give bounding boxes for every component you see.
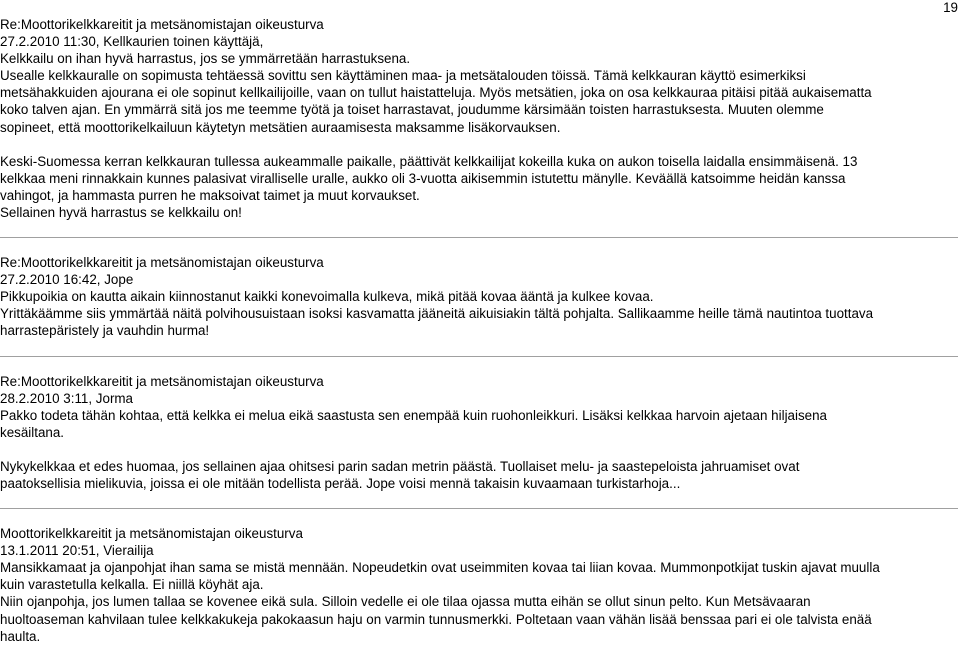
text-line: kesäiltana. (0, 424, 65, 440)
forum-post (0, 0, 958, 221)
text-line: Sellainen hyvä harrastus se kelkkailu on! (0, 204, 242, 220)
text-line: kuin varastetulla kelkalla. Ei niillä köyhät aja. (0, 577, 264, 593)
text-line: Nykykelkkaa et edes huomaa, jos sellainen ajaa ohitsesi parin sadan metrin päästä. Tuollaiset melu- ja saastepeloista jahruamiset ovat (0, 458, 800, 474)
post-meta: 13.1.2011 20:51, Vierailija (0, 543, 154, 559)
text-line: vahingot, ja hammasta purren he maksoivat taimet ja muut korvaukset. (0, 187, 420, 203)
forum-post (0, 238, 958, 339)
post-paragraph (0, 458, 958, 492)
text-line: kelkkaa meni rinnakkain kunnes palasivat viralliselle uralle, aukko oli 3-vuotta aikisemmin istutettu mänylle. Keväällä katsoimme heidän kanssa (0, 170, 846, 186)
text-line: Yrittäkäämme siis ymmärtää näitä polvihousuistaan isoksi kasvamatta jääneitä aikuisiakin tältä pohjalta. Sallikaamme heille tämä nautintoa tuottava (0, 306, 874, 322)
forum-post (0, 509, 958, 645)
text-line: koko talven ajan. En ymmärrä sitä jos me teemme työtä ja toiset harrastavat, joudumme kärsimään toisten harrastuksesta. Muuten olemme (0, 102, 824, 118)
post-meta: 28.2.2010 3:11, Jorma (0, 390, 134, 406)
post-title: Re:Moottorikelkkareitit ja metsänomistajan oikeusturva (0, 255, 324, 271)
post-meta: 27.2.2010 11:30, Kellkaurien toinen käyttäjä, (0, 34, 264, 50)
post-paragraph (0, 153, 958, 221)
post-title: Re:Moottorikelkkareitit ja metsänomistajan oikeusturva (0, 17, 324, 32)
page-number: 19 (943, 0, 958, 15)
text-line: metsähakkuiden ajourana ei ole sopinut kellkailijoille, vaan on tullut haistatteluja. Myös metsätien, joka on osa kelkkauraa pitäisi pitää aukaisematta (0, 85, 872, 101)
post-title: Re:Moottorikelkkareitit ja metsänomistajan oikeusturva (0, 373, 324, 389)
post-paragraph (0, 559, 958, 644)
text-line: Usealle kelkkauralle on sopimusta tehtäessä sovittu sen käyttäminen maa- ja metsätalouden töissä. Tämä kelkkauran käyttö esimerkiksi (0, 68, 806, 84)
text-line: Keski-Suomessa kerran kelkkauran tullessa aukeammalle paikalle, päättivät kelkkailijat kokeilla kuka on aukon toisella laidalla ensimmäisenä. 13 (0, 153, 858, 169)
text-line: Pakko todeta tähän kohtaa, että kelkka ei melua eikä saastusta sen enempää kuin ruohonleikkuri. Lisäksi kelkkaa harvoin ajetaan hiljaisena (0, 407, 828, 423)
post-paragraph (0, 50, 958, 135)
text-line: harrastepäristely ja vauhdin hurma! (0, 323, 210, 339)
forum-post (0, 357, 958, 493)
post-paragraph (0, 288, 958, 339)
text-line: Kelkkailu on ihan hyvä harrastus, jos se ymmärretään harrastuksena. (0, 51, 411, 67)
document-body (0, 17, 958, 645)
text-line: huoltoaseman kahvilaan tulee kelkkakukeja pakokaasun haju on varmin tunnusmerkki. Poltetaan vaan vähän lisää benssaa pari ei ole talvista enää (0, 611, 872, 627)
post-meta: 27.2.2010 16:42, Jope (0, 272, 134, 288)
text-line: Pikkupoikia on kautta aikain kiinnostanut kaikki konevoimalla kulkeva, mikä pitää kovaa ääntä ja kulkee kovaa. (0, 289, 654, 305)
text-line: paatoksellisia mielikuvia, joissa ei ole mitään todellista perää. Jope voisi mennä takaisin kuvaamaan turkistarhoja... (0, 475, 681, 491)
post-paragraph (0, 407, 958, 441)
text-line: sopineet, että moottorikelkailuun käytetyn metsätien auraamisesta maksamme lisäkorvauksen. (0, 119, 561, 135)
post-title: Moottorikelkkareitit ja metsänomistajan oikeusturva (0, 526, 303, 542)
text-line: haulta. (0, 628, 41, 644)
text-line: Niin ojanpohja, jos lumen tallaa se kovenee eikä sula. Silloin vedelle ei ole tilaa ojassa mutta eihän se ollut sinun pelto. Kun Metsävaaran (0, 594, 811, 610)
text-line: Mansikkamaat ja ojanpohjat ihan sama se mistä mennään. Nopeudetkin ovat useimmiten kovaa tai liian kovaa. Mummonpotkijat tuskin ajavat muulla (0, 560, 880, 576)
